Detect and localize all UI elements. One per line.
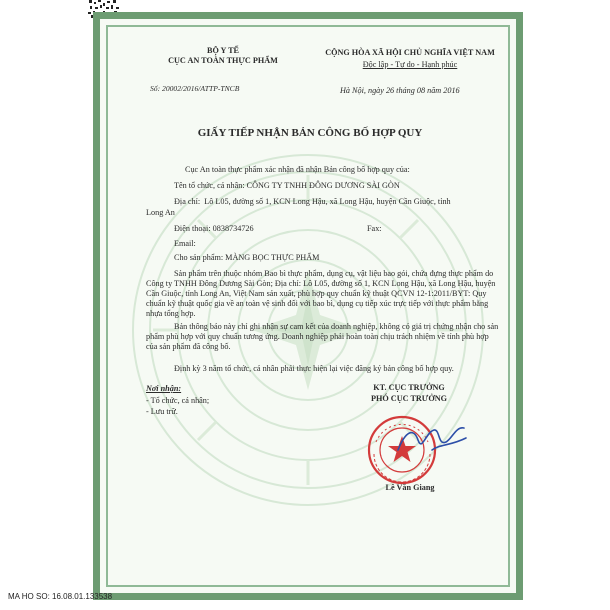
- address-continuation: Long An: [146, 208, 175, 217]
- record-code: MA HO SO: 16.08.01.133538: [8, 592, 113, 601]
- org-row: [174, 181, 400, 191]
- org-label: Tên tổ chức, cá nhân:: [174, 181, 245, 190]
- ministry-name: BỘ Y TẾ: [206, 46, 239, 55]
- phone-value: 0838734726: [212, 224, 254, 233]
- signer-name: Lê Văn Giang: [385, 483, 435, 492]
- paragraph-disclaimer: Bản thông báo này chỉ ghi nhận sự cam kết của doanh nghiệp, không có giá trị chứng nhận cho sản phẩm phù hợp với quy chuẩn tương ứng. Doanh nghiệp phải hoàn toàn chịu trách nhiệm về tính phù hợp của sản phẩm đã công bố.: [146, 322, 499, 351]
- national-motto: Độc lập - Tự do - Hạnh phúc: [362, 60, 458, 69]
- email-label: Email:: [174, 239, 196, 248]
- recipients-label: Nơi nhận:: [146, 384, 182, 393]
- agency-name: CỤC AN TOÀN THỰC PHẨM: [168, 56, 278, 65]
- phone-row: [174, 224, 254, 234]
- paragraph-compliance: Sản phẩm trên thuộc nhóm Bao bì thực phẩm, dụng cụ, vật liệu bao gói, chứa đựng thực phẩm do Công ty TNHH Đông Dương Sài Gòn; Địa chỉ: Lô L05, đường số 1, KCN Long Hậu, xã Long Hậu, huyện Cần Giuộc, tỉnh Long An, Việt Nam sản xuất, phù hợp quy chuẩn kỹ thuật QCVN 12-1:2011/BYT: Quy chuẩn kỹ thuật quốc gia về an toàn vệ sinh đối với bao bì, dụng cụ tiếp xúc trực tiếp với thực phẩm bằng nhựa tổng hợp.: [146, 269, 496, 318]
- intro-text: Cục An toàn thực phẩm xác nhận đã nhận Bản công bố hợp quy của:: [185, 165, 410, 174]
- signature-title: KT. CỤC TRƯỞNG: [373, 383, 445, 392]
- recipient-item: - Tổ chức, cá nhân;: [146, 396, 210, 405]
- product-row: [174, 253, 319, 263]
- recipient-item: - Lưu trữ.: [146, 407, 178, 416]
- phone-label: Điện thoại:: [174, 224, 211, 233]
- org-value: CÔNG TY TNHH ĐÔNG DƯƠNG SÀI GÒN: [246, 181, 400, 190]
- address-value: Lô L05, đường số 1, KCN Long Hậu, xã Long Hậu, huyện Cần Giuộc, tỉnh: [204, 197, 451, 206]
- handwritten-signature: [392, 420, 472, 460]
- nation-name: CỘNG HÒA XÃ HỘI CHỦ NGHĨA VIỆT NAM: [325, 48, 495, 57]
- document-number: Số: 20002/2016/ATTP-TNCB: [150, 84, 240, 93]
- address-label: Địa chỉ:: [174, 197, 201, 206]
- address-row: [174, 197, 451, 207]
- product-label: Cho sản phẩm:: [174, 253, 224, 262]
- fax-label: Fax:: [367, 224, 382, 233]
- document-title: GIẤY TIẾP NHẬN BẢN CÔNG BỐ HỢP QUY: [197, 127, 423, 139]
- product-value: MÀNG BỌC THỰC PHẨM: [225, 253, 320, 262]
- paragraph-renewal: Định kỳ 3 năm tổ chức, cá nhân phải thực hiện lại việc đăng ký bản công bố hợp quy.: [174, 364, 454, 373]
- issue-date: Hà Nội, ngày 26 tháng 08 năm 2016: [340, 86, 460, 95]
- signature-position: PHÓ CỤC TRƯỞNG: [371, 394, 447, 403]
